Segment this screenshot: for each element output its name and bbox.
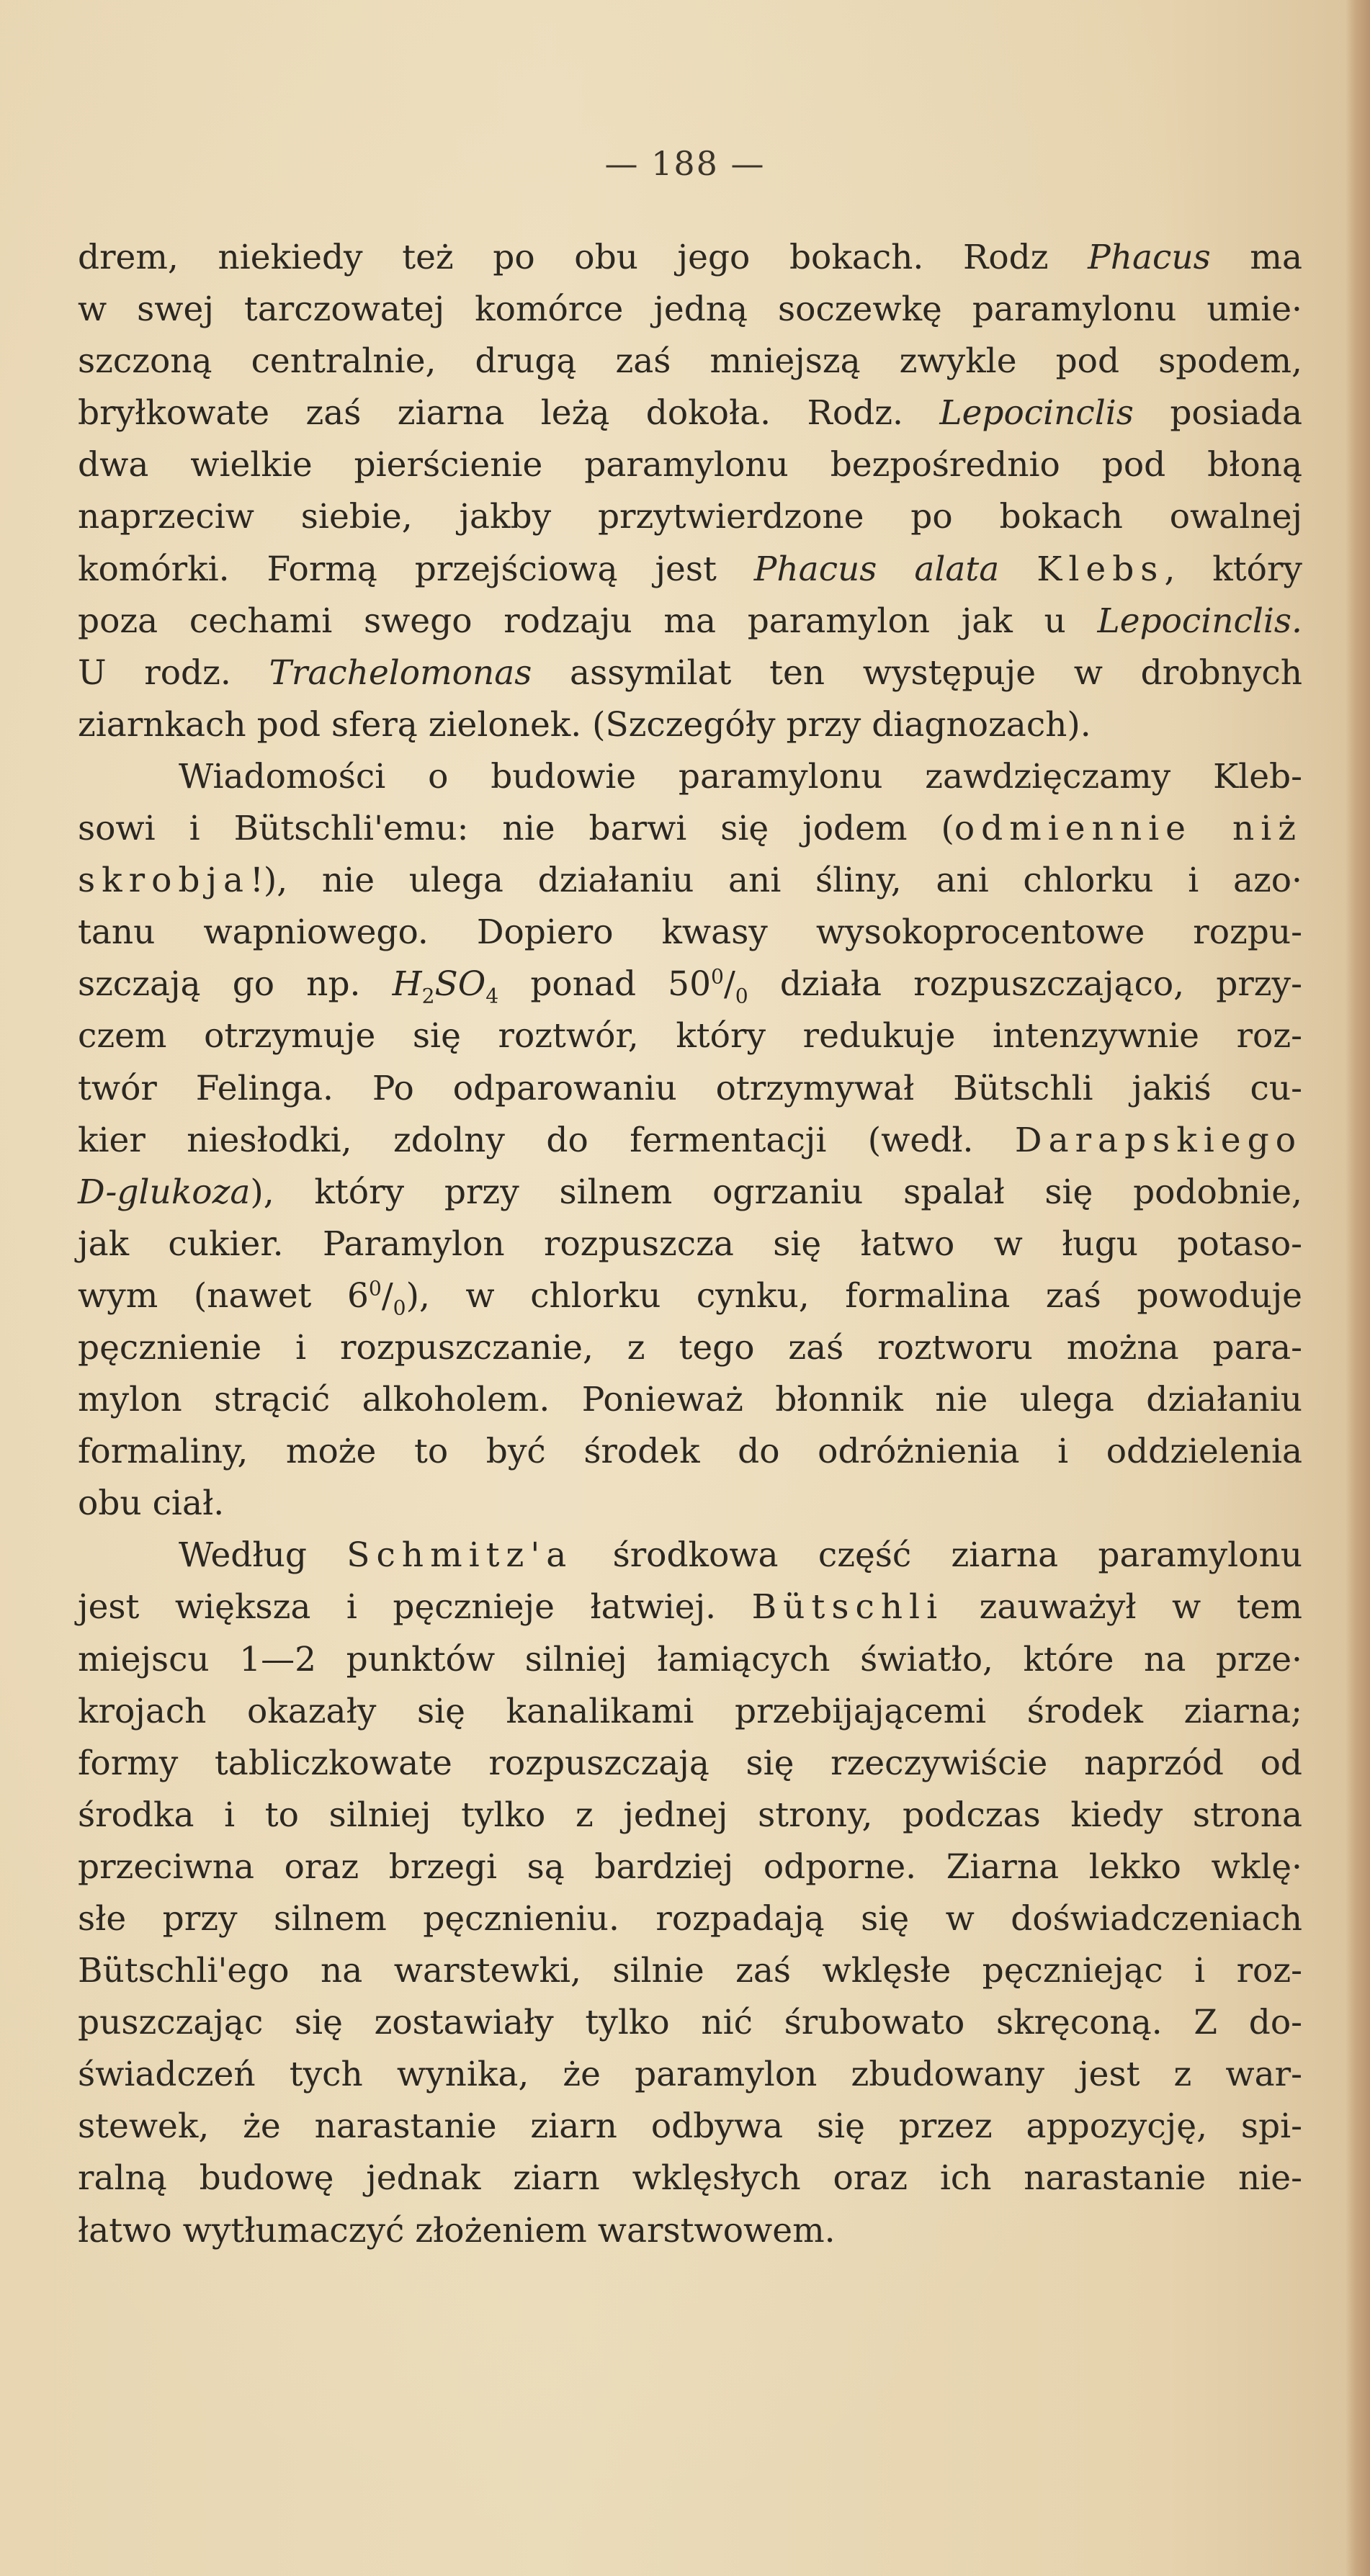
text-line: bryłkowate zaś ziarna leżą dokoła. Rodz. Lepocinclis posiada bbox=[78, 393, 1302, 434]
text-body bbox=[78, 232, 1302, 2257]
text-line: miejscu 1—2 punktów silniej łamiących światło, które na prze· bbox=[78, 1639, 1302, 1679]
text-line: Według Schmitz'a środkowa część ziarna paramylonu bbox=[179, 1535, 1302, 1576]
text-line: stewek, że narastanie ziarn odbywa się przez appozycję, spi- bbox=[78, 2106, 1302, 2147]
text-line: wym (nawet $6^0/_0$), w chlorku cynku, formalina zaś powoduje bbox=[78, 1275, 1302, 1320]
text-line: twór Felinga. Po odparowaniu otrzymywał Bütschli jakiś cu- bbox=[78, 1068, 1302, 1108]
text-line: poza cechami swego rodzaju ma paramylon jak u Lepocinclis. bbox=[78, 601, 1302, 641]
text-line: obu ciał. bbox=[78, 1484, 225, 1524]
text-line: dwa wielkie pierścienie paramylonu bezpośrednio pod błoną bbox=[78, 445, 1302, 485]
text-line: skrobja!), nie ulega działaniu ani śliny, ani chlorku i azo· bbox=[78, 861, 1302, 901]
text-line: U rodz. Trachelomonas assymilat ten występuje w drobnych bbox=[78, 652, 1302, 693]
text-line: naprzeciw siebie, jakby przytwierdzone po bokach owalnej bbox=[78, 497, 1302, 537]
text-line: formaliny, może to być środek do odróżnienia i oddzielenia bbox=[78, 1432, 1302, 1472]
text-line: kier niesłodki, zdolny do fermentacji (wedł. Darapskiego bbox=[78, 1120, 1302, 1160]
text-line: ziarnkach pod sferą zielonek. (Szczegóły przy diagnozach). bbox=[78, 704, 1091, 745]
text-line: krojach okazały się kanalikami przebijającemi środek ziarna; bbox=[78, 1691, 1302, 1731]
text-line: środka i to silniej tylko z jednej strony, podczas kiedy strona bbox=[78, 1795, 1302, 1835]
text-line: świadczeń tych wynika, że paramylon zbudowany jest z war- bbox=[78, 2055, 1302, 2095]
text-line: słe przy silnem pęcznieniu. rozpadają się w doświadczeniach bbox=[78, 1899, 1302, 1939]
text-line: komórki. Formą przejściową jest Phacus alata Klebs, który bbox=[78, 549, 1302, 589]
text-line: szczają go np. $H_2SO_4$ ponad $50^0/_0$ działa rozpuszczająco, przy- bbox=[78, 964, 1302, 1008]
page-number: — 188 — bbox=[604, 144, 766, 183]
text-line: łatwo wytłumaczyć złożeniem warstwowem. bbox=[78, 2210, 836, 2250]
page-edge-shadow bbox=[1346, 0, 1370, 2576]
text-line: puszczając się zostawiały tylko nić śrubowato skręconą. Z do- bbox=[78, 2003, 1302, 2043]
text-line: sowi i Bütschli'emu: nie barwi się jodem (odmiennie niż bbox=[78, 809, 1303, 849]
text-line: ralną budowę jednak ziarn wklęsłych oraz ich narastanie nie- bbox=[78, 2158, 1302, 2199]
text-line: w swej tarczowatej komórce jedną soczewkę paramylonu umie· bbox=[78, 290, 1302, 330]
text-line: drem, niekiedy też po obu jego bokach. Rodz Phacus ma bbox=[78, 238, 1302, 277]
text-line: przeciwna oraz brzegi są bardziej odporne. Ziarna lekko wklę· bbox=[78, 1846, 1302, 1887]
text-line: Bütschli'ego na warstewki, silnie zaś wklęsłe pęczniejąc i roz- bbox=[78, 1951, 1302, 1991]
text-line: Wiadomości o budowie paramylonu zawdzięczamy Kleb- bbox=[179, 756, 1302, 796]
text-line: czem otrzymuje się roztwór, który redukuje intenzywnie roz- bbox=[78, 1016, 1302, 1056]
text-line: D-glukoza), który przy silnem ogrzaniu spalał się podobnie, bbox=[78, 1172, 1302, 1212]
text-line: formy tabliczkowate rozpuszczają się rzeczywiście naprzód od bbox=[78, 1743, 1302, 1783]
text-line: szczoną centralnie, drugą zaś mniejszą zwykle pod spodem, bbox=[78, 341, 1302, 382]
text-line: pęcznienie i rozpuszczanie, z tego zaś roztworu można para- bbox=[78, 1327, 1302, 1368]
text-line: mylon strącić alkoholem. Ponieważ błonnik nie ulega działaniu bbox=[78, 1380, 1302, 1420]
text-line: tanu wapniowego. Dopiero kwasy wysokoprocentowe rozpu- bbox=[78, 912, 1302, 953]
text-line: jest większa i pęcznieje łatwiej. Bütschli zauważył w tem bbox=[78, 1587, 1302, 1628]
text-line: jak cukier. Paramylon rozpuszcza się łatwo w ługu potaso- bbox=[78, 1224, 1302, 1264]
